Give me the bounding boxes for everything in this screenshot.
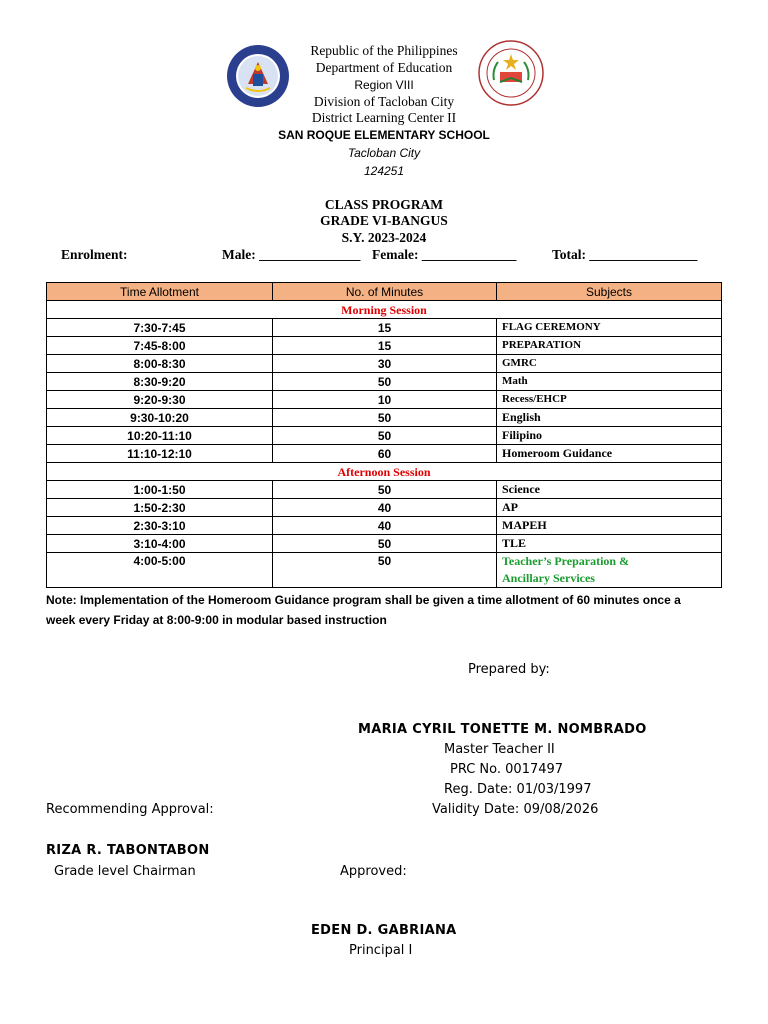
grade-section: GRADE VI-BANGUS — [320, 213, 448, 228]
time-cell: 10:20-11:10 — [47, 427, 273, 445]
registration-date: Reg. Date: 01/03/1997 — [444, 782, 592, 797]
table-row — [47, 517, 722, 535]
minutes-cell: 50 — [273, 373, 497, 391]
time-cell: 7:45-8:00 — [47, 337, 273, 355]
approved-label: Approved: — [340, 864, 407, 879]
note-line: Note: Implementation of the Homeroom Guidance program shall be given a time allotment of 60 minutes once a — [46, 593, 681, 607]
minutes-cell: 50 — [273, 427, 497, 445]
total-field: Total: ________________ — [552, 247, 698, 262]
table-row — [47, 553, 722, 588]
time-cell: 8:30-9:20 — [47, 373, 273, 391]
validity-date: Validity Date: 09/08/2026 — [432, 802, 599, 817]
subject-cell: Filipino — [497, 427, 722, 445]
preparer-title: Master Teacher II — [444, 742, 555, 757]
header-line-division: Division of Tacloban City — [313, 94, 455, 109]
class-schedule-table — [46, 282, 722, 588]
subject-cell: TLE — [497, 535, 722, 553]
preparer-name: MARIA CYRIL TONETTE M. NOMBRADO — [358, 722, 647, 737]
table-row — [47, 373, 722, 391]
table-row — [47, 355, 722, 373]
table-row — [47, 499, 722, 517]
table-row — [47, 427, 722, 445]
morning-session-row — [47, 301, 722, 319]
minutes-cell: 50 — [273, 553, 497, 588]
approver-name: EDEN D. GABRIANA — [311, 923, 457, 938]
morning-session-label: Morning Session — [47, 301, 722, 319]
time-cell: 9:20-9:30 — [47, 391, 273, 409]
header-line-republic: Republic of the Philippines — [310, 43, 458, 58]
recommender-name: RIZA R. TABONTABON — [46, 843, 210, 858]
col-header-subjects: Subjects — [497, 283, 722, 301]
school-name: SAN ROQUE ELEMENTARY SCHOOL — [278, 128, 490, 142]
time-cell: 3:10-4:00 — [47, 535, 273, 553]
table-row — [47, 391, 722, 409]
subject-cell: GMRC — [497, 355, 722, 373]
minutes-cell: 10 — [273, 391, 497, 409]
subject-line: Ancillary Services — [502, 571, 595, 585]
time-cell: 4:00-5:00 — [47, 553, 273, 588]
header-line-region: Region VIII — [354, 78, 414, 92]
recommender-title: Grade level Chairman — [54, 864, 196, 879]
subject-cell: Science — [497, 481, 722, 499]
afternoon-session-label: Afternoon Session — [47, 463, 722, 481]
subject-cell: MAPEH — [497, 517, 722, 535]
time-cell: 1:50-2:30 — [47, 499, 273, 517]
minutes-cell: 50 — [273, 535, 497, 553]
subject-cell — [497, 553, 722, 588]
col-header-time: Time Allotment — [47, 283, 273, 301]
afternoon-session-row — [47, 463, 722, 481]
female-field: Female: ______________ — [372, 247, 517, 262]
note-line: week every Friday at 8:00-9:00 in modular based instruction — [46, 613, 387, 627]
table-row — [47, 481, 722, 499]
minutes-cell: 30 — [273, 355, 497, 373]
male-field: Male: _______________ — [222, 247, 361, 262]
subject-cell: English — [497, 409, 722, 427]
prepared-by-label: Prepared by: — [468, 662, 550, 677]
recommending-approval-label: Recommending Approval: — [46, 802, 214, 817]
table-row — [47, 319, 722, 337]
time-cell: 2:30-3:10 — [47, 517, 273, 535]
subject-line: Teacher’s Preparation & — [502, 554, 630, 568]
minutes-cell: 50 — [273, 481, 497, 499]
subject-cell: AP — [497, 499, 722, 517]
school-id: 124251 — [363, 164, 405, 178]
prc-number: PRC No. 0017497 — [450, 762, 564, 777]
minutes-cell: 40 — [273, 499, 497, 517]
subject-cell: Homeroom Guidance — [497, 445, 722, 463]
subject-cell: Math — [497, 373, 722, 391]
subject-cell: Recess/EHCP — [497, 391, 722, 409]
school-city: Tacloban City — [347, 146, 421, 160]
table-header-row — [47, 283, 722, 301]
table-row — [47, 445, 722, 463]
minutes-cell: 60 — [273, 445, 497, 463]
table-row — [47, 535, 722, 553]
minutes-cell: 50 — [273, 409, 497, 427]
minutes-cell: 15 — [273, 319, 497, 337]
time-cell: 8:00-8:30 — [47, 355, 273, 373]
homeroom-note — [46, 590, 726, 630]
time-cell: 7:30-7:45 — [47, 319, 273, 337]
time-cell: 11:10-12:10 — [47, 445, 273, 463]
time-cell: 1:00-1:50 — [47, 481, 273, 499]
subject-cell: PREPARATION — [497, 337, 722, 355]
table-row — [47, 409, 722, 427]
minutes-cell: 15 — [273, 337, 497, 355]
header-line-district: District Learning Center II — [311, 110, 457, 125]
subject-cell: FLAG CEREMONY — [497, 319, 722, 337]
minutes-cell: 40 — [273, 517, 497, 535]
table-row — [47, 337, 722, 355]
program-title: CLASS PROGRAM — [324, 197, 444, 212]
header-line-department: Department of Education — [315, 60, 453, 75]
time-cell: 9:30-10:20 — [47, 409, 273, 427]
approver-title: Principal I — [349, 943, 413, 958]
school-year: S.Y. 2023-2024 — [341, 230, 427, 245]
col-header-minutes: No. of Minutes — [273, 283, 497, 301]
enrolment-label: Enrolment: — [61, 247, 128, 262]
